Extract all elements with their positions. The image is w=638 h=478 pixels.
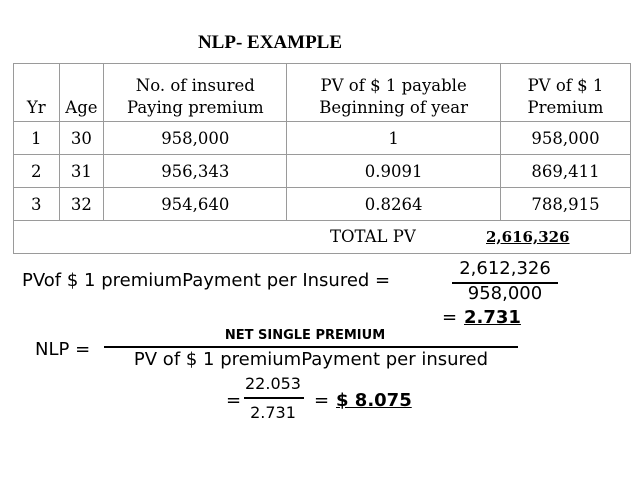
formula2-result: $ 8.075 — [336, 390, 412, 411]
cell-yr: 2 — [14, 155, 60, 188]
formula1-numerator: 2,612,326 — [459, 258, 551, 279]
header-pvprem — [500, 64, 630, 122]
header-pvprem-line2: Premium — [527, 98, 604, 117]
cell-insured: 958,000 — [104, 122, 287, 155]
header-insured-line1: No. of insured — [135, 76, 255, 95]
page-title: NLP- EXAMPLE — [197, 32, 343, 53]
formula2-numerator: NET SINGLE PREMIUM — [224, 328, 386, 343]
cell-pv1: 1 — [287, 122, 501, 155]
cell-yr: 1 — [14, 122, 60, 155]
formula1-equals: = — [442, 307, 458, 328]
cell-pv1: 0.9091 — [287, 155, 501, 188]
formula2-equals-1: = — [226, 390, 242, 411]
formula1-lhs: PVof $ 1 premiumPayment per Insured = — [22, 270, 391, 291]
header-pvprem-line1: PV of $ 1 — [527, 76, 604, 95]
premium-table — [13, 63, 631, 254]
cell-yr: 3 — [14, 188, 60, 221]
cell-pvprem: 958,000 — [500, 122, 630, 155]
total-label: TOTAL PV — [330, 227, 416, 246]
table-row — [14, 155, 631, 188]
formula2-denominator: PV of $ 1 premiumPayment per insured — [133, 349, 489, 370]
cell-insured: 956,343 — [104, 155, 287, 188]
header-yr: Yr — [14, 64, 60, 122]
formula2-denominator2: 2.731 — [250, 403, 296, 422]
formula2-fraction-line — [104, 346, 518, 348]
formula2-numerator2: 22.053 — [245, 374, 301, 393]
header-insured-line2: Paying premium — [126, 98, 264, 117]
cell-pvprem: 788,915 — [500, 188, 630, 221]
cell-age: 31 — [59, 155, 104, 188]
cell-insured: 954,640 — [104, 188, 287, 221]
total-value: 2,616,326 — [486, 228, 570, 246]
formula1-result: 2.731 — [464, 307, 521, 328]
formula2-equals-2: = — [314, 390, 330, 411]
cell-pvprem: 869,411 — [500, 155, 630, 188]
formula2-lhs: NLP = — [35, 339, 91, 360]
header-pv1 — [287, 64, 501, 122]
header-pv1-line1: PV of $ 1 payable — [320, 76, 467, 95]
table-header-row — [14, 64, 631, 122]
table-row — [14, 188, 631, 221]
formula1-denominator: 958,000 — [467, 283, 543, 304]
header-pv1-line2: Beginning of year — [319, 98, 469, 117]
table-total-row — [14, 221, 631, 254]
formula2-fraction-line2 — [244, 397, 304, 399]
header-insured — [104, 64, 287, 122]
cell-age: 32 — [59, 188, 104, 221]
table-row — [14, 122, 631, 155]
total-cell — [14, 221, 631, 254]
header-age: Age — [59, 64, 104, 122]
cell-pv1: 0.8264 — [287, 188, 501, 221]
cell-age: 30 — [59, 122, 104, 155]
